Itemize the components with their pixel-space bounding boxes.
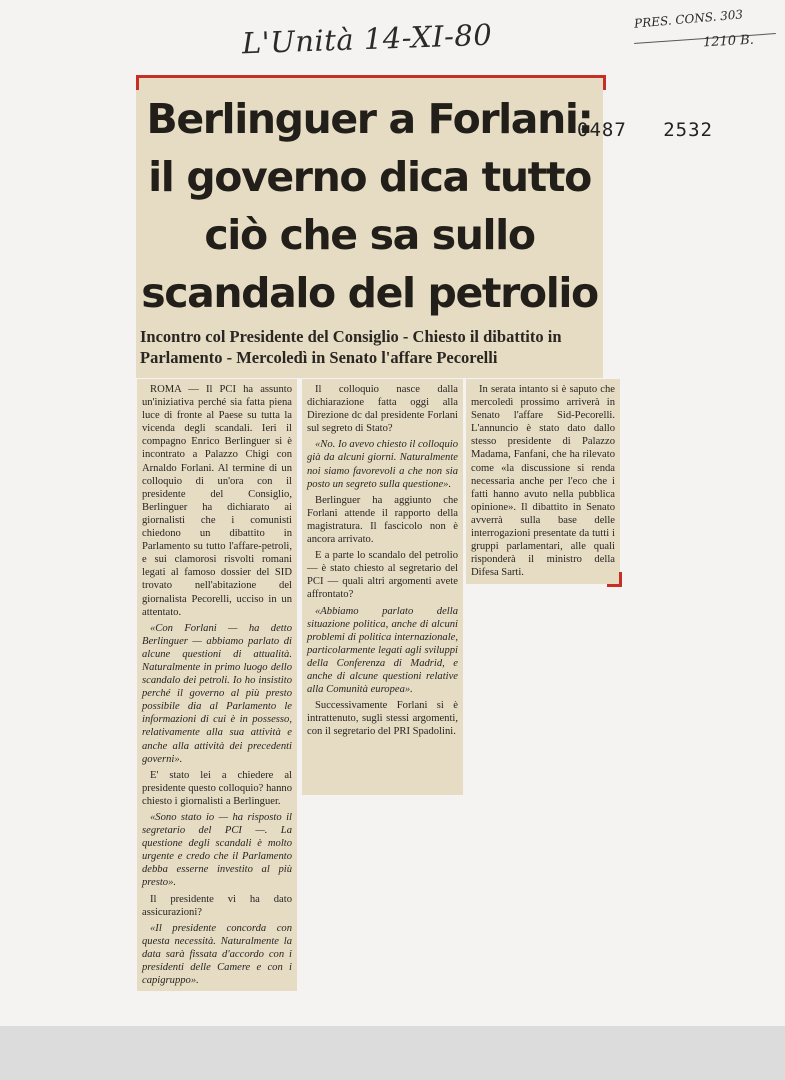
article-paragraph: Il colloquio nasce dalla dichiarazione fatta oggi alla Direzione dc dal presidente Forlani sul segreto di Stato? bbox=[307, 384, 458, 435]
article-column-1 bbox=[137, 379, 297, 991]
subheadline: Incontro col Presidente del Consiglio - Chiesto il dibattito in Parlamento - Mercoledì in Senato l'affare Pecorelli bbox=[140, 327, 562, 367]
article-paragraph: «No. Io avevo chiesto il colloquio già da alcuni giorni. Naturalmente noi siamo favorevoli a che non sia posto un segreto sulla questione». bbox=[307, 439, 458, 490]
article-paragraph: Berlinguer ha aggiunto che Forlani attende il rapporto della magistratura. Il fascicolo non è ancora arrivato. bbox=[307, 494, 458, 546]
handwritten-reference-bottom: 1210 B. bbox=[702, 32, 755, 51]
headline bbox=[136, 90, 603, 322]
headline-line: il governo dica tutto bbox=[148, 153, 591, 201]
article-paragraph: E' stato lei a chiedere al presidente questo colloquio? hanno chiesto i giornalisti a Berlinguer. bbox=[142, 769, 292, 807]
clipping-corner-mark bbox=[591, 75, 606, 90]
article-paragraph: «Abbiamo parlato della situazione politica, anche di alcuni problemi di politica internazionale, particolarmente legati agli sviluppi della Conferenza di Madrid, e anche di alcune questioni relative alla Comunità europea». bbox=[307, 605, 458, 696]
article-paragraph: Il presidente vi ha dato assicurazioni? bbox=[142, 893, 292, 918]
article-paragraph: Successivamente Forlani si è intrattenuto, sugli stessi argomenti, con il segretario del PRI Spadolini. bbox=[307, 700, 458, 738]
article-paragraph: «Con Forlani — ha detto Berlinguer — abbiamo parlato di alcune questioni di attualità. Naturalmente in primo luogo dello scandalo dei petroli. Io ho insistito perché il governo al più presto possibile dia al Parlamento le informazioni di cui è in possesso, relativamente alla sua attività e anche alla attività dei precedenti governi». bbox=[142, 622, 292, 765]
clipping-corner-mark bbox=[607, 572, 622, 587]
article-paragraph: E a parte lo scandalo del petrolio — è stato chiesto al segretario del PCI — quali altri argomenti avete affrontato? bbox=[307, 550, 458, 601]
headline-line: ciò che sa sullo bbox=[204, 211, 535, 259]
scan-margin bbox=[0, 1026, 785, 1080]
handwritten-reference-top: PRES. CONS. 303 bbox=[633, 7, 744, 31]
clipping-corner-mark bbox=[136, 75, 151, 90]
article-paragraph: In serata intanto si è saputo che mercoledì prossimo arriverà in Senato l'affare Sid-Pecorelli. L'annuncio è stato dato dallo stesso presidente di Palazzo Madama, Fanfani, che ha rilevato come «la discussione si renda necessaria anche per l'eco che i fatti hanno avuto nella pubblica opinione». Il dibattito in Senato avverrà sulla base delle interrogazioni presentate da tutti i gruppi parlamentari, alle quali risponderà il ministro della Difesa Sarti. bbox=[471, 384, 615, 579]
headline-line: scandalo del petrolio bbox=[141, 269, 598, 317]
archive-stamp-number: 0487 2532 bbox=[577, 119, 713, 141]
article-paragraph: ROMA — Il PCI ha assunto un'iniziativa perché sia fatta piena luce di fronte al Paese su tutta la vicenda degli scandali. Ieri il compagno Enrico Berlinguer si è incontrato a Palazzo Chigi con Arnaldo Forlani. Al termine di un colloquio di un'ora con il presidente del Consiglio, Berlinguer ha dichiarato ai giornalisti che i comunisti chiedono un dibattito in Parlamento su tutto l'affare-petroli, e sui clamorosi risvolti romani legati al famoso dossier del SID trovato nell'abitazione del giornalista Pecorelli, ucciso in un attentato. bbox=[142, 384, 292, 618]
article-column-2 bbox=[302, 379, 463, 795]
headline-clipping bbox=[136, 75, 603, 378]
article-paragraph: «Sono stato io — ha risposto il segretario del PCI —. La questione degli scandali è molto urgente e credo che il Parlamento debba esserne investito al più presto». bbox=[142, 812, 292, 889]
handwritten-source-note: L'Unità 14-XI-80 bbox=[241, 17, 493, 61]
article-paragraph: «Il presidente concorda con questa necessità. Naturalmente la data sarà fissata d'accordo con i presidenti delle Camere e con i capigruppo». bbox=[142, 922, 292, 987]
article-column-3 bbox=[466, 379, 620, 584]
headline-line: Berlinguer a Forlani: bbox=[146, 95, 593, 143]
